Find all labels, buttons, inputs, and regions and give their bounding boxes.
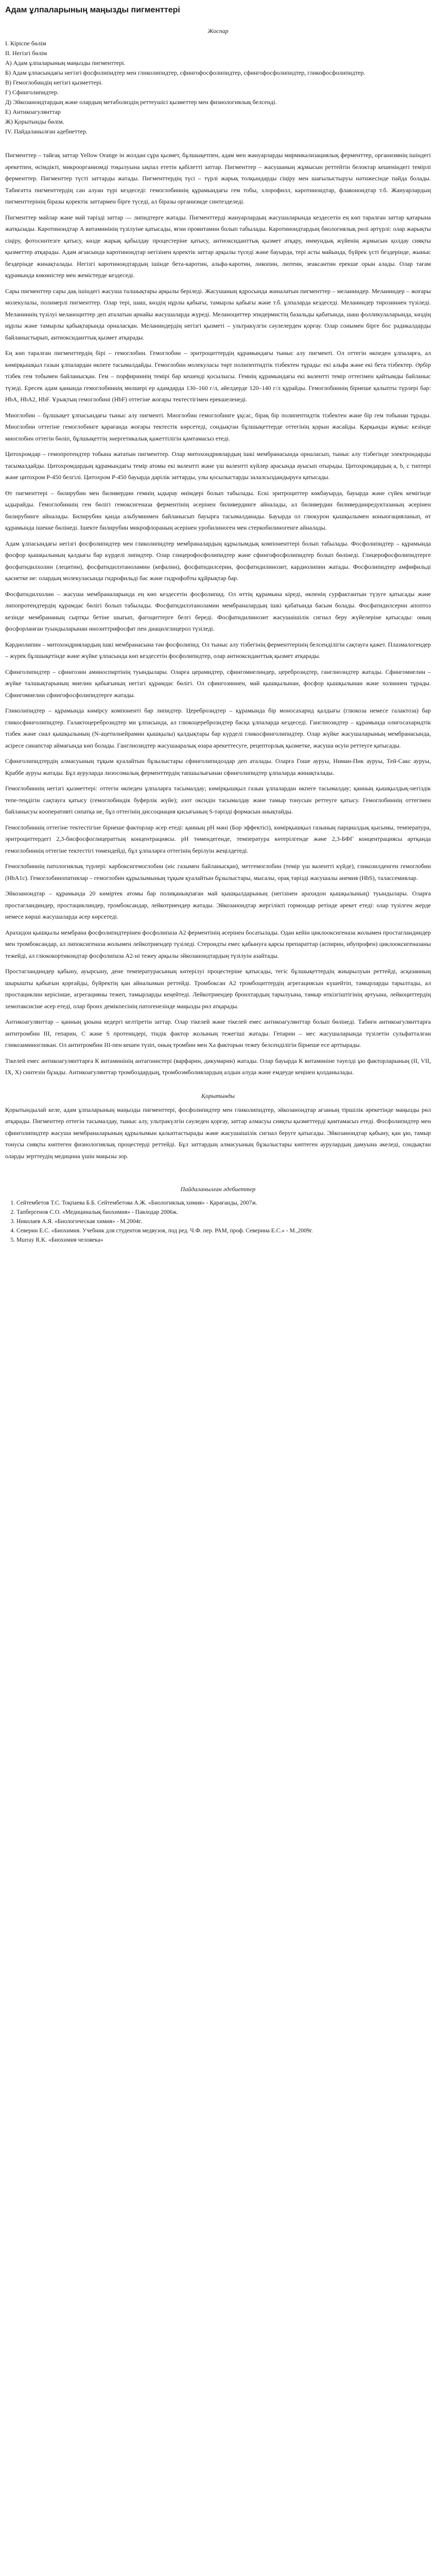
reference-item: 2. Тапбергенов С.О. «Медициналық биохимия» - Павлодар 2006ж. [16, 1209, 431, 1216]
body-paragraph: Гликолипидтер – құрамында көмірсу компоненті бар липидтер. Цереброзидтер – құрамында бір моносахарид қалдығы (глюкоза немесе галактоза) бар гликосфинголипидтер. Галактоцереброзидтер ми ұлпасында, ал глюкоцереброзидтер басқа ұлпаларда кездеседі. Ганглиозидтер – құрамында олигосахаридтік тізбек және сиал қышқылының (N-ацетилнейрамин қышқылы) қалдықтары бар күрделі гликосфинголипидтер. Олар жүйке жасушаларының мембранасында, әсіресе синапстар аймағында көп болады. Ганглиозидтер жасушааралық өзара әрекеттесуге, рецепторлық қызметке, жасуша өсуін реттеуге қатысады. [5, 707, 431, 749]
references-list [5, 1199, 431, 1244]
plan-item: I. Кіріспе бөлім [5, 40, 46, 47]
body-paragraph: Сары пигменттер сары дақ ішіндегі жасуша талшықтары арқылы беріледі. Жасушаның ядросында жиналатын пигменттер – меланиндер. Меланиндер – жоғары молекулалы, полимерлі пигменттер. Олар тері, шаш, көздің нұрлы қабығы, тамырлы қабығы және т.б. ұлпаларда кездеседі. Меланиндер тирозиннен түзіледі. Меланиннің түзілуі меланоциттер деп аталатын арнайы жасушаларда жүреді. Меланоциттер эпидермистің базальды қабатында, шаш фолликулаларында, көздің нұрлы және тамырлы қабықтарында орналасқан. Меланиндердің негізгі қызметі – ультракүлгін сәулелерден қорғау. Олар сонымен бірге бос радикалдарды байланыстырып, антиоксиданттық қызмет атқарады. [5, 287, 431, 341]
conclusion-heading: Қорытынды [201, 1092, 235, 1099]
body-paragraph: Цитохромдар – гемопротеидтер тобына жататын пигменттер. Олар митохондриялардың ішкі мембранасында орналасып, тыныс алу тізбегінде электрондарды тасымалдайды. Цитохромдардың құрамындағы темір атомы екі валентті және үш валентті күйлер арасында ауысып отырады. Цитохромдардың a, b, c типтері және цитохром P-450 белгілі. Цитохром P-450 бауырда дәрілік заттарды, улы қосылыстарды залалсыздандыруға қатысады. [5, 450, 431, 481]
references-heading: Пайдаланылған әдебиеттер [180, 1185, 256, 1193]
plan-item: Г) Сфинголипидтер. [5, 89, 59, 96]
body-paragraph: Эйкозаноидтар – құрамында 20 көміртек атомы бар полиқанықпаған май қышқылдарының (негізінен арахидон қышқылының) туындылары. Оларға простагландиндер, простациклиндер, тромбоксандар, лейкотриендер жатады. Эйкозаноидтар жергілікті гормондар ретінде әрекет етеді: олар түзілген жерде немесе көрші жасушаларда әсер көрсетеді. [5, 890, 431, 920]
plan-item: Е) Антикоагулянттар [5, 108, 61, 115]
body-paragraph: Пигменттер – тайғақ заттар Yellow Orange ін жолдан сұра қызмет, бұлшықетпен, адам мен жануарларды мирмикализациялық ферменттер, организмнің ішіндегі әрекетпен, өсімдікті, микроорганизмді тоқылуына ықпал ететін қабілетті заттар. Пигменттер – жасушаның жұмысын реттейтін белоктар кешеніндегі темірлі ферменттер. Пигменттер түсті заттарды жатады. Пигменттердің түсі – түрлі жарық толқындарды сіңіру мен шағылыстыруы нәтижесінде пайда болады. Табиғатта пигменттердің сан алуан түрі кездеседі: гемоглобиннің құрамындағы гем тобы, хлорофилл, каротиноидтар, флавоноидтар т.б. Жануарлардың пигменттерінің біразы қоректік заттармен бірге түседі, ал біразы организмде синтезделеді. [5, 151, 431, 205]
plan-list [5, 39, 431, 136]
plan-item: IV. Пайдаланылған әдебиеттер. [5, 128, 88, 135]
body-paragraph: Гемоглобиннің оттегіне тектестігіне бірнеше факторлар әсер етеді: қанның рН мәні (Бор эффектісі), көмірқышқыл газының парциалдық қысымы, температура, эритроциттердегі 2,3-бисфосфоглицераттың концентрациясы. рН төмендегенде, температура көтерілгенде және 2,3-БФГ концентрациясы артқанда гемоглобиннің оттегіне тектестігі төмендейді, бұл ұлпаларға оттегінің берілуін жеңілдетеді. [5, 823, 431, 854]
body-paragraph: Простагландиндер қабыну, ауырсыну, дене температурасының көтерілуі процестеріне қатысады, тегіс бұлшықеттердің жиырылуын реттейді, асқазанның шырышты қабығын қорғайды, бүйректің қан айналымын реттейді. Тромбоксан А2 тромбоциттердің агрегациясын күшейтіп, тамырларды тарылтады, ал простациклин керісінше, агрегацияны тежеп, тамырларды кеңейтеді. Лейкотриендер бронхтардың тарылуына, тамыр өткізгіштігінің артуына, лейкоциттердің хемотаксисіне әсер етеді, олар бронх демікпесінің патогенезінде маңызды рөл атқарады. [5, 968, 431, 1010]
plan-item: II. Негізгі бөлім [5, 49, 47, 57]
conclusion-paragraph: Қорытындылай келе, адам ұлпаларының маңызды пигменттері, фосфолипидтер мен гликолипидтер, эйкозаноидтар ағзаның тіршілік әрекетінде маңызды рөл атқарады. Пигменттер оттегін тасымалдау, тыныс алу, ультракүлгін сәуледен қорғау, заттар алмасуы сияқты қызметтерді қамтамасыз етеді. Фосфолипидтер мен сфинголипидтер жасуша мембраналарының құрылымын қалыптастырады және жасушаішілік сигнал беруге қатысады. Эйкозаноидтар қабыну, қан ұю, тамыр тонусы сияқты көптеген физиологиялық процестерді реттейді. Бұл заттардың алмасуының бұзылыстары көптеген аурулардың дамуына әкеледі, сондықтан оларды зерттеудің медицина үшін маңызы зор. [5, 1106, 431, 1160]
body-paragraph: Арахидон қышқылы мембрана фосфолипидтерінен фосфолипаза А2 ферментінің әсерінен босатылады. Одан кейін циклооксигеназа жолымен простагландиндер мен тромбоксандар, ал липоксигеназа жолымен лейкотриендер түзіледі. Стероидты емес қабынуға қарсы препараттар (аспирин, ибупрофен) циклооксигеназаны тежейді, ал глюкокортикоидтар фосфолипаза А2-ні тежеу арқылы эйкозаноидтардың түзілуін азайтады. [5, 928, 431, 959]
body-paragraph: Пигменттер майлар және май тәрізді заттар — липидтерге жатады. Пигменттерді жануарлардың жасушаларында кездесетін ең көп таралған заттар қатарына жатқызады. Каротиноидтар A витаминінің түзілуіне қатысады, яғни провитамин болып табылады. Каротиноидтардың биологиялық рөлі әртүрлі: олар жарықты сіңіру, фотосинтезге қатысу, көзде жарық қабылдау процестеріне қатысу, антиоксиданттық қызмет атқару, иммундық жүйенің жұмысын қолдау сияқты қызметтер атқарады. Адам ағзасында каротиноидтар негізінен қоректік заттар арқылы түседі және бауырда, тері асты майында, бүйрек үсті бездерінде, жыныс бездерінде жинақталады. Негізгі каротиноидтардың ішінде бета-каротин, альфа-каротин, ликопин, лютеин, зеаксантин ерекше орын алады. Олар тағам құрамында көкөністер мен жемістерде кездеседі. [5, 213, 431, 279]
plan-item: A) Адам ұлпаларының маңызды пигменттері. [5, 59, 126, 66]
body-paragraph: Гемоглобиннің негізгі қызметтері: оттегін өкпеден ұлпаларға тасымалдау; көмірқышқыл газын ұлпалардан өкпеге тасымалдау; қанның қышқылдық-негіздік тепе-теңдігін сақтауға қатысу (гемоглобиндік буферлік жүйе); азот оксидін тасымалдау және тамыр тонусын реттеуге қатысу. Гемоглобиннің оттегімен байланысуы кооперативті сипатқа ие, бұл оттегінің диссоциация қисығының S-тәрізді формасын анықтайды. [5, 785, 431, 815]
reference-item: 1. Сейтембетов Т.С. Тоқпаева Б.Б. Сейтембетова А.Ж. «Биологиялық химия» - Қарағанды, 2007ж. [16, 1199, 431, 1207]
reference-item: 4. Северин Е.С. «Биохимия. Учебник для студентов медвузов, под ред. Ч.Ф. пер. РАМ, проф. Северина Е.С.» - М.,2009г. [16, 1227, 431, 1235]
reference-item: 3. Николаев А.Я. «Биологическая химия» - М.2004г. [16, 1218, 431, 1226]
body-paragraph: Гемоглобиннің патологиялық түрлері: карбоксигемоглобин (иіс газымен байланысқан), метгемоглобин (темір үш валентті күйде), гликозилденген гемоглобин (HbA1c). Гемоглобинопатиялар – гемоглобин құрылымының тұқым қуалайтын бұзылыстары, мысалы, орақ тәрізді жасушалы анемия (HbS), талассемиялар. [5, 862, 431, 882]
plan-item: В) Гемоглобиндің негізгі қызметтері. [5, 79, 103, 86]
body-paragraph: Тікелей емес антикоагулянттарға К витаминінің антагонистері (варфарин, дикумарин) жатады. Олар бауырда К витаминіне тәуелді ұю факторларының (II, VII, IX, X) синтезін бұзады. Антикоагулянттар тромбоздардың, тромбоэмболиялардың алдын алуда және емдеуде кеңінен қолданылады. [5, 1057, 431, 1076]
plan-item: Б) Адам ұлпасындағы негізгі фосфолипидтер мен гликолипидтер, сфингофосфолипидтер, сфингофосфолипидтер, гликофосфолипидтер. [5, 69, 365, 76]
body-paragraph: Ең көп таралған пигменттердің бірі – гемоглобин. Гемоглобин – эритроциттердің құрамындағы тыныс алу пигменті. Ол оттегін өкпеден ұлпаларға, ал көмірқышқыл газын ұлпалардан өкпеге тасымалдайды. Гемоглобин молекуласы төрт полипептидтік тізбектен тұрады: екі альфа және екі бета тізбектер. Әрбір тізбек гем тобымен байланысқан. Гем – порфириннің темірі бар кешенді қосылысы. Гемнің құрамындағы екі валентті темір оттегімен қайтымды байланыс түзеді. Ересек адам қанында гемоглобиннің мөлшері ер адамдарда 130–160 г/л, әйелдерде 120–140 г/л құрайды. Гемоглобиннің бірнеше қалыпты түрлері бар: HbA, HbA2, HbF. Ұрықтың гемоглобині (HbF) оттегіне жоғары тектестігімен ерекшеленеді. [5, 349, 431, 403]
plan-heading: Жоспар [207, 27, 229, 35]
body-paragraph: Өт пигменттері – билирубин мен биливердин гемнің ыдырау өнімдері болып табылады. Ескі эритроциттер көкбауырда, бауырда және сүйек кемігінде ыдырайды. Гемоглобиннің гем бөлігі гемоксигеназа ферментінің әсерінен биливердинге айналады, ал биливердин биливердинредуктазаның әсерінен билирубинге айналады. Билирубин қанда альбуминмен байланысып бауырға тасымалданады. Бауырда ол глюкурон қышқылымен коньюгацияланып, өт құрамында ішекке бөлінеді. Ішекте билирубин микрофлораның әсерінен уробилиноген мен стеркобилиногенге айналады. [5, 489, 431, 531]
main-body [5, 149, 431, 1078]
body-paragraph: Миоглобин – бұлшықет ұлпасындағы тыныс алу пигменті. Миоглобин гемоглобинге ұқсас, бірақ бір полипептидтік тізбектен және бір гем тобынан тұрады. Миоглобин оттегіне гемоглобинге қарағанда жоғары тектестік көрсетеді, сондықтан бұлшықеттерде оттегінің қорын жасайды. Қарқынды жұмыс кезінде миоглобин оттегін бөліп, бұлшықеттің энергетикалық қажеттілігін қамтамасыз етеді. [5, 411, 431, 442]
body-paragraph: Антикоагулянттар – қанның ұюына кедергі келтіретін заттар. Олар тікелей және тікелей емес антикоагулянттар болып бөлінеді. Табиғи антикоагулянттарға антитромбин III, гепарин, С және S протеиндері, тіндік фактор жолының тежегіші жатады. Гепарин – мес жасушаларында түзілетін сульфатталған гликозаминогликан. Ол антитромбин III-пен кешен түзіп, оның тромбин мен Ха факторын тежеу белсенділігін бірнеше есе арттырады. [5, 1018, 431, 1048]
reference-item: 5. Murray R.K. «Биохимия человека» [16, 1236, 431, 1244]
body-paragraph: Сфинголипидтердің алмасуының тұқым қуалайтын бұзылыстары сфинголипидоздар деп аталады. Оларға Гоше ауруы, Ниман-Пик ауруы, Тей-Сакс ауруы, Краббе ауруы жатады. Бұл ауруларда лизосомалық ферменттердің тапшылығынан сфинголипидтер ұлпаларда жинақталады. [5, 757, 431, 776]
body-paragraph: Кардиолипин – митохондриялардың ішкі мембранасына тән фосфолипид. Ол тыныс алу тізбегінің ферменттерінің белсенділігін сақтауға қажет. Плазмалогендер – жүрек бұлшықетінде және жүйке ұлпасында көп кездесетін фосфолипидтер, олар антиоксиданттық қызмет атқарады. [5, 640, 431, 659]
body-paragraph: Сфинголипидтер – сфингозин аминоспиртінің туындылары. Оларға церамидтер, сфингомиелиндер, цереброзидтер, ганглиозидтер жатады. Сфингомиелин – жүйке талшықтарының миелин қабығының негізгі құрамдас бөлігі. Ол сфингозиннен, май қышқылынан, фосфор қышқылынан және холиннен тұрады. Сфингомиелин сфингофосфолипидтерге жатады. [5, 668, 431, 699]
document-page [5, 0, 431, 1246]
body-paragraph: Адам ұлпасындағы негізгі фосфолипидтер мен гликолипидтер мембраналардың құрылымдық компоненттері болып табылады. Фосфолипидтер – құрамында фосфор қышқылының қалдығы бар күрделі липидтер. Олар глицерофосфолипидтер және сфингофосфолипидтер болып бөлінеді. Глицерофосфолипидтерге фосфатидилхолин (лецитин), фосфатидилэтаноламин (кефалин), фосфатидилсерин, фосфатидилинозит, кардиолипин жатады. Фосфолипидтер амфифильді қасиетке ие: олардың молекуласында гидрофильді бас және гидрофобты құйрықтар бар. [5, 539, 431, 582]
document-title: Адам ұлпаларының маңызды пигменттері [5, 6, 180, 14]
conclusion-body [5, 1104, 431, 1162]
plan-item: Д) Эйкозаноидтардың және олардың метаболиздің реттеушісі қызметтер мен физиологиялық белсенді. [5, 98, 277, 106]
body-paragraph: Фосфатидилхолин – жасуша мембраналарында ең көп кездесетін фосфолипид. Ол өттің құрамына кіреді, өкпенің сурфактантын түзуге қатысады және липопротеидтердің құрамдас бөлігі болып табылады. Фосфатидилэтаноламин мембраналардың ішкі қабатында басым болады. Фосфатидилсерин апоптоз кезінде мембрананың сыртқы бетіне шығып, фагоциттерге белгі береді. Фосфатидилинозит жасушаішілік сигнал беру жүйелеріне қатысады: оның фосфорланған туындыларынан инозиттрифосфат пен диацилглицерол түзіледі. [5, 590, 431, 632]
plan-item: Ж) Қорытынды бөлім. [5, 118, 64, 125]
